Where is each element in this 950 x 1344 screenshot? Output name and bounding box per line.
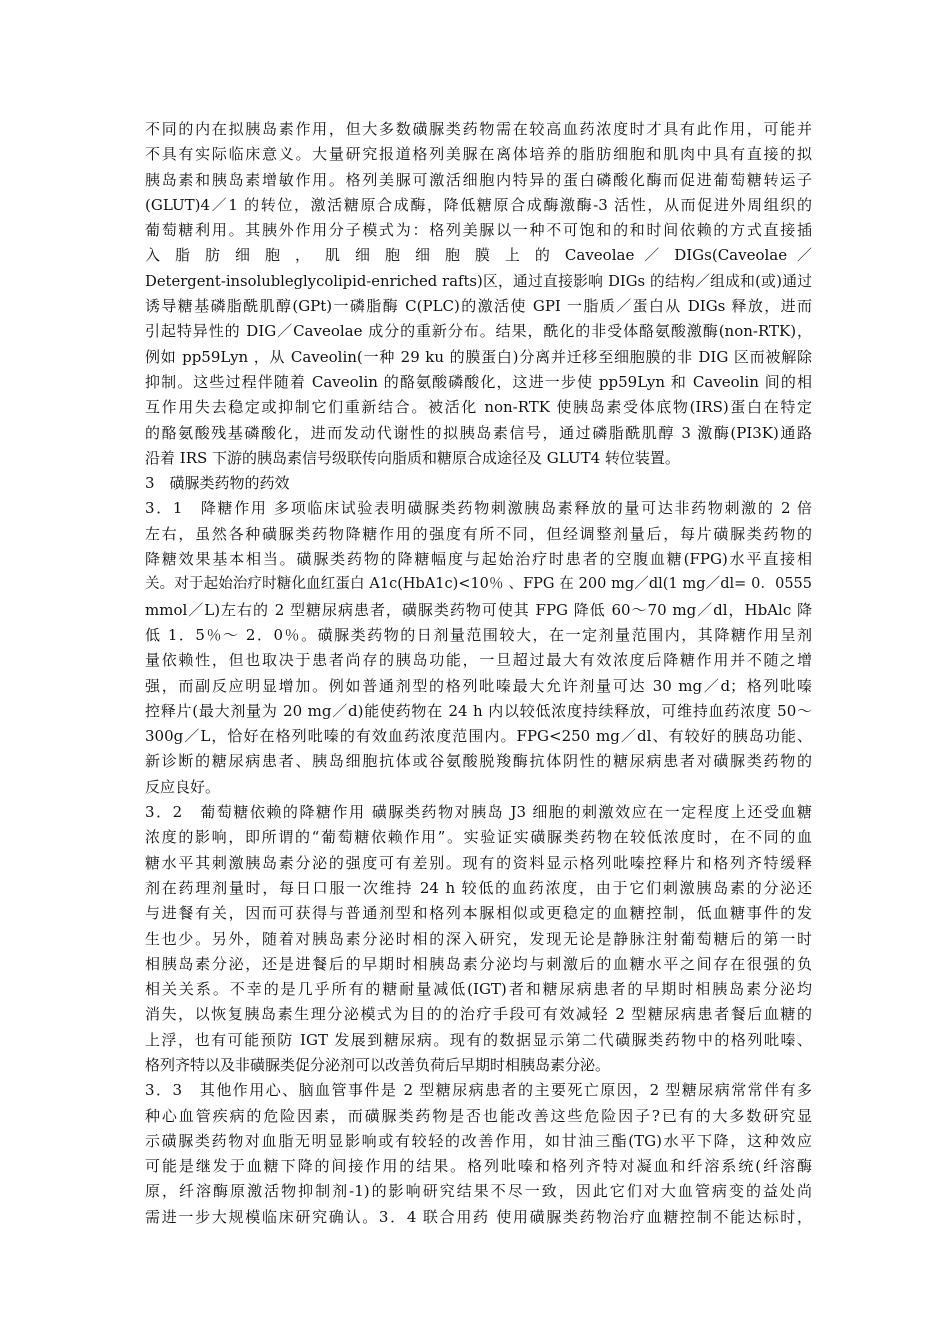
text-line: 上浮，也有可能预防 IGT 发展到糖尿病。现有的数据显示第二代磺脲类药物中的格列吡嗪、 bbox=[145, 1030, 812, 1049]
text-line: 量依赖性，但也取决于患者尚存的胰岛功能，一旦超过最大有效浓度后降糖作用并不随之增 bbox=[145, 651, 812, 670]
text-line: 入 脂 肪 细 胞 ， 肌 细 胞 细 胞 膜 上 的 Caveolae ／ DIGs(Caveolae ／ bbox=[145, 246, 812, 265]
text-line: 不同的内在拟胰岛素作用，但大多数磺脲类药物需在较高血药浓度时才具有此作用，可能并 bbox=[145, 120, 812, 138]
text-line: 反应良好。 bbox=[145, 777, 221, 796]
text-line: 浓度的影响，即所谓的“葡萄糖依赖作用”。实验证实磺脲类药物在较低浓度时，在不同的血 bbox=[145, 828, 812, 847]
text-line: 格列齐特以及非磺脲类促分泌剂可以改善负荷后早期时相胰岛素分泌。 bbox=[145, 1055, 611, 1074]
text-line: 不具有实际临床意义。大量研究报道格列美脲在离体培养的脂肪细胞和肌肉中具有直接的拟 bbox=[145, 145, 812, 164]
text-line: 相关关系。不幸的是几乎所有的糖耐量减低(IGT)者和糖尿病患者的早期时相胰岛素分泌均 bbox=[145, 980, 812, 999]
text-line: 示磺脲类药物对血脂无明显影响或有较轻的改善作用，如甘油三酯(TG)水平下降，这种效应 bbox=[145, 1131, 812, 1150]
text-line: 可能是继发于血糖下降的间接作用的结果。格列吡嗪和格列齐特对凝血和纤溶系统(纤溶酶 bbox=[145, 1157, 812, 1176]
text-line: (GLUT)4／1 的转位，激活糖原合成酶，降低糖原合成酶激酶-3 活性，从而促进外周组织的 bbox=[145, 195, 812, 214]
text-line: 抑制。这些过程伴随着 Caveolin 的酪氨酸磷酸化，这进一步使 pp59Lyn 和 Caveolin 间的相 bbox=[145, 372, 812, 391]
text-line: mmol／L)左右的 2 型糖尿病患者，磺脲类药物可使其 FPG 降低 60～70 mg／dl，HbAlc 降 bbox=[145, 600, 812, 619]
text-line: 例如 pp59Lyn ，从 Caveolin(一种 29 ku 的膜蛋白)分离并迁移至细胞膜的非 DIG 区而被解除 bbox=[145, 347, 812, 366]
text-line: 需进一步大规模临床研究确认。3．4 联合用药 使用磺脲类药物治疗血糖控制不能达标时， bbox=[145, 1207, 812, 1226]
text-line: 糖水平其刺激胰岛素分泌的强度可有差别。现有的资料显示格列吡嗪控释片和格列齐特缓释 bbox=[145, 853, 812, 872]
text-line: 左右，虽然各种磺脲类药物降糖作用的强度有所不同，但经调整剂量后，每片磺脲类药物的 bbox=[145, 524, 812, 543]
document-body bbox=[145, 117, 812, 1230]
text-line: 诱导糖基磷脂酰肌醇(GPt)一磷脂酶 C(PLC)的激活使 GPI 一脂质／蛋白从 DIGs 释放，进而 bbox=[145, 297, 812, 316]
text-line: 相胰岛素分泌，还是进餐后的早期时相胰岛素分泌均与刺激后的血糖水平之间存在很强的负 bbox=[145, 954, 812, 973]
text-line: 胰岛素和胰岛素增敏作用。格列美脲可激活细胞内特异的蛋白磷酸化酶而促进葡萄糖转运子 bbox=[145, 170, 812, 189]
text-line: 生也少。另外，随着对胰岛素分泌时相的深入研究，发现无论是静脉注射葡萄糖后的第一时 bbox=[145, 929, 812, 948]
text-line: 3．3 其他作用心、脑血管事件是 2 型糖尿病患者的主要死亡原因，2 型糖尿病常常伴有多 bbox=[145, 1081, 812, 1100]
text-line: 关。对于起始治疗时糖化血红蛋白 A1c(HbA1c)<10％ 、FPG 在 200 mg／dl(1 mg／dl= 0．0555 bbox=[145, 576, 812, 593]
text-line: 控释片(最大剂量为 20 mg／d)能使药物在 24 h 内以较低浓度持续释放，可维持血药浓度 50～ bbox=[145, 701, 812, 720]
text-line: 3．1 降糖作用 多项临床试验表明磺脲类药物刺激胰岛素释放的量可达非药物刺激的 2 倍 bbox=[145, 499, 812, 518]
text-line: 消失，以恢复胰岛素生理分泌模式为目的的治疗手段可有效减轻 2 型糖尿病患者餐后血糖的 bbox=[145, 1005, 812, 1024]
text-line: 3．2 葡萄糖依赖的降糖作用 磺脲类药物对胰岛 J3 细胞的刺激效应在一定程度上还受血糖 bbox=[145, 803, 812, 822]
text-line: 新诊断的糖尿病患者、胰岛细胞抗体或谷氨酸脱羧酶抗体阴性的糖尿病患者对磺脲类药物的 bbox=[145, 752, 812, 771]
text-line: 沿着 IRS 下游的胰岛素信号级联传向脂质和糖原合成途径及 GLUT4 转位装置。 bbox=[145, 448, 680, 467]
text-line: Detergent-insolubleglycolipid-enriched rafts)区，通过直接影响 DIGs 的结构／组成和(或)通过 bbox=[145, 272, 812, 290]
text-line: 剂在药理剂量时，每日口服一次维持 24 h 较低的血药浓度，由于它们刺激胰岛素的分泌还 bbox=[145, 878, 812, 897]
text-line: 引起特异性的 DIG／Caveolae 成分的重新分布。结果，酰化的非受体酪氨酸激酶(non-RTK)， bbox=[145, 322, 812, 341]
text-line: 降糖效果基本相当。磺脲类药物的降糖幅度与起始治疗时患者的空腹血糖(FPG)水平直接相 bbox=[145, 550, 812, 569]
text-line: 原，纤溶酶原激活物抑制剂-1)的影响研究结果不尽一致，因此它们对大血管病变的益处尚 bbox=[145, 1182, 812, 1201]
text-line: 的酪氨酸残基磷酸化，进而发动代谢性的拟胰岛素信号，通过磷脂酰肌醇 3 激酶(PI3K)通路 bbox=[145, 423, 812, 442]
text-line: 种心血管疾病的危险因素，而磺脲类药物是否也能改善这些危险因子?已有的大多数研究显 bbox=[145, 1106, 812, 1125]
text-line: 葡萄糖利用。其胰外作用分子模式为：格列美脲以一种不可饱和的和时间依赖的方式直接插 bbox=[145, 221, 812, 240]
text-line: 与进餐有关，因而可获得与普通剂型和格列本脲相似或更稳定的血糖控制，低血糖事件的发 bbox=[145, 904, 812, 923]
text-line: 低 1．5％～ 2．0％。磺脲类药物的日剂量范围较大，在一定剂量范围内，其降糖作用呈剂 bbox=[145, 625, 812, 644]
text-line: 互作用失去稳定或抑制它们重新结合。被活化 non-RTK 使胰岛素受体底物(IRS)蛋白在特定 bbox=[145, 398, 812, 417]
text-line: 强，而副反应明显增加。例如普通剂型的格列吡嗪最大允许剂量可达 30 mg／d；格列吡嗪 bbox=[145, 676, 812, 695]
text-line: 3 磺脲类药物的药效 bbox=[145, 474, 290, 493]
text-line: 300g／L，恰好在格列吡嗪的有效血药浓度范围内。FPG<250 mg／dl、有较好的胰岛功能、 bbox=[145, 727, 812, 746]
